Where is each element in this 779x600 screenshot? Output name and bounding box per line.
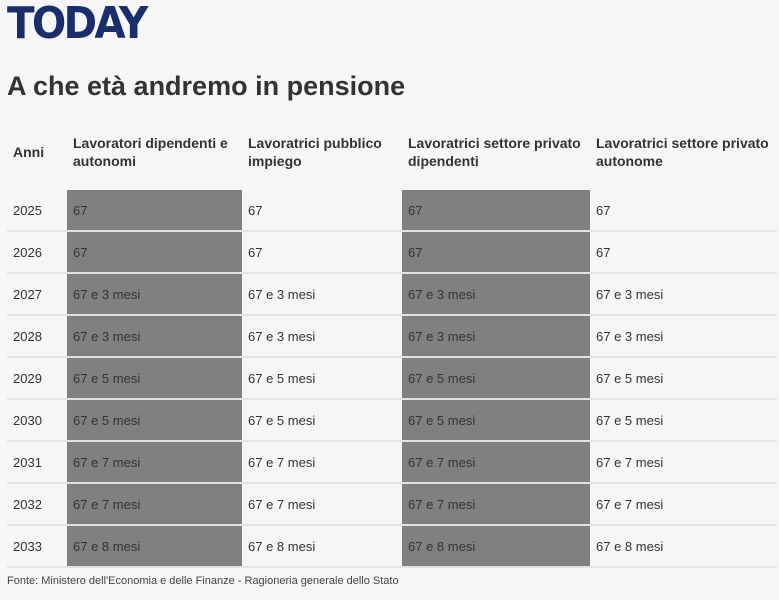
table-row [7,525,777,567]
cell-value: 67 e 5 mesi [402,357,590,399]
cell-value: 67 [402,190,590,231]
cell-value: 67 e 3 mesi [67,315,242,357]
cell-year: 2032 [7,483,67,525]
table-row [7,273,777,315]
header-lavoratrici-pubblico-impiego: Lavoratrici pubblico impiego [248,135,382,169]
cell-value: 67 e 5 mesi [242,399,402,441]
cell-value: 67 e 8 mesi [402,525,590,567]
cell-value: 67 e 3 mesi [402,273,590,315]
cell-value: 67 e 3 mesi [242,315,402,357]
cell-value: 67 e 7 mesi [402,483,590,525]
cell-year: 2031 [7,441,67,483]
cell-year: 2026 [7,231,67,273]
cell-value: 67 [242,190,402,231]
source-note: Fonte: Ministero dell'Economia e delle Finanze - Ragioneria generale dello Stato [7,575,399,587]
cell-value: 67 e 7 mesi [67,483,242,525]
table-row [7,483,777,525]
cell-value: 67 e 5 mesi [67,399,242,441]
cell-value: 67 e 8 mesi [590,525,777,567]
cell-value: 67 e 7 mesi [402,441,590,483]
cell-value: 67 [590,190,777,231]
cell-value: 67 e 3 mesi [402,315,590,357]
cell-value: 67 e 7 mesi [242,441,402,483]
cell-value: 67 e 5 mesi [590,399,777,441]
cell-value: 67 e 7 mesi [590,441,777,483]
header-lavoratori-dipendenti-autonomi: Lavoratori dipendenti e autonomi [73,135,228,169]
cell-year: 2029 [7,357,67,399]
cell-value: 67 e 3 mesi [67,273,242,315]
cell-value: 67 e 3 mesi [590,315,777,357]
page-title: A che età andremo in pensione [7,71,406,101]
cell-value: 67 e 8 mesi [242,525,402,567]
cell-value: 67 [67,190,242,231]
cell-value: 67 e 5 mesi [590,357,777,399]
cell-value: 67 e 3 mesi [242,273,402,315]
table-header-row [7,114,777,190]
cell-year: 2025 [7,190,67,231]
cell-value: 67 e 7 mesi [590,483,777,525]
cell-value: 67 e 7 mesi [67,441,242,483]
cell-year: 2027 [7,273,67,315]
cell-value: 67 [590,231,777,273]
cell-value: 67 e 5 mesi [67,357,242,399]
cell-value: 67 e 7 mesi [242,483,402,525]
cell-year: 2033 [7,525,67,567]
cell-value: 67 [242,231,402,273]
cell-value: 67 e 3 mesi [590,273,777,315]
cell-year: 2028 [7,315,67,357]
today-logo[interactable]: TODAY [7,0,146,49]
header-lavoratrici-privato-autonome: Lavoratrici settore privato autonome [596,135,769,169]
header-lavoratrici-privato-dipendenti: Lavoratrici settore privato dipendenti [408,135,581,169]
table-row [7,399,777,441]
cell-value: 67 e 8 mesi [67,525,242,567]
table-row [7,315,777,357]
cell-value: 67 e 5 mesi [242,357,402,399]
cell-value: 67 [67,231,242,273]
cell-value: 67 [402,231,590,273]
pension-age-table [7,114,777,568]
header-anni: Anni [13,144,45,160]
table-row [7,441,777,483]
cell-year: 2030 [7,399,67,441]
table-row [7,190,777,231]
cell-value: 67 e 5 mesi [402,399,590,441]
table-row [7,231,777,273]
table-row [7,357,777,399]
